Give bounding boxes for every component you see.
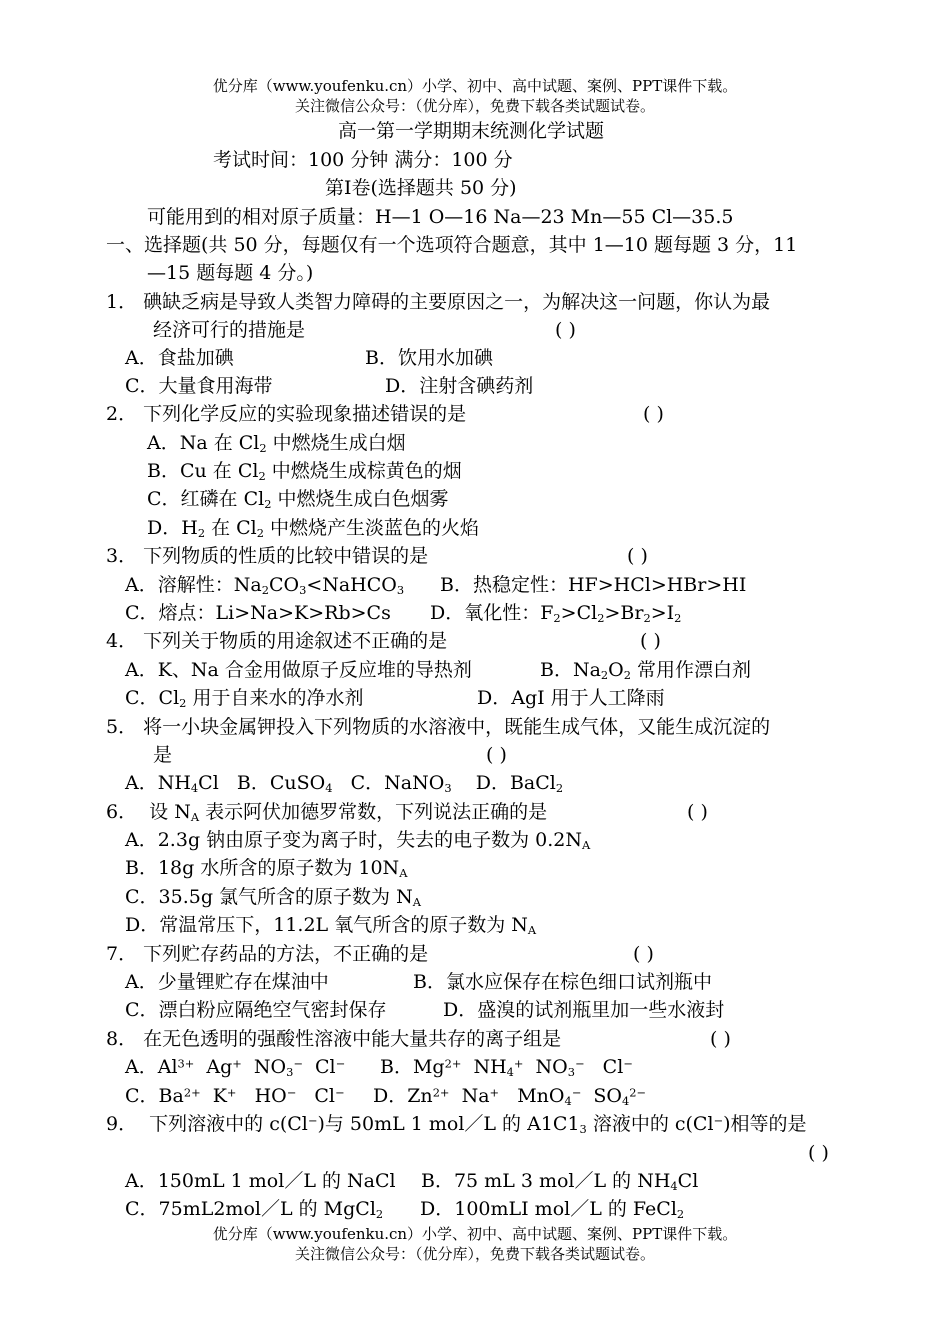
q7-answer-bracket: ( ) [633, 943, 654, 965]
q7-option-b: B．氯水应保存在棕色细口试剂瓶中 [413, 971, 712, 993]
q1-option-b: B．饮用水加碘 [365, 347, 493, 369]
q9-answer-bracket: ( ) [808, 1142, 829, 1164]
q9-option-b: B．75 mL 3 mol／L 的 $NH_4Cl$ [421, 1170, 699, 1193]
q2-option-c: C．红磷在 $Cl_2$ 中燃烧生成白色烟雾 [147, 488, 449, 511]
q3-option-a: A．溶解性：$Na_2CO_3<NaHCO_3$ [125, 574, 405, 597]
q5-answer-bracket: ( ) [486, 744, 507, 766]
q2-option-d: D．$H_2$ 在 $Cl_2$ 中燃烧产生淡蓝色的火焰 [147, 517, 480, 540]
q5-stem: 5． 将一小块金属钾投入下列物质的水溶液中，既能生成气体，又能生成沉淀的 [106, 716, 771, 738]
q8-answer-bracket: ( ) [710, 1028, 731, 1050]
q8-option-b: B．$Mg^{2+}$ $NH_4^+$ $NO_3^-$ Cl− [380, 1056, 633, 1079]
q1-option-c: C．大量食用海带 [125, 375, 273, 397]
q8-stem: 8． 在无色透明的强酸性溶液中能大量共存的离子组是 [106, 1028, 562, 1050]
q6-option-d: D．常温常压下，11.2L 氧气所含的原子数为 $N_A$ [125, 914, 537, 937]
q8-option-a: A．$Al^{3+}$ Ag+ $NO_3^-$ Cl− [125, 1056, 346, 1079]
q3-option-b: B．热稳定性：HF>HCl>HBr>HI [440, 574, 747, 596]
footer-line-2: 关注微信公众号：（优分库），免费下载各类试题试卷。 [294, 1245, 655, 1263]
q3-answer-bracket: ( ) [627, 545, 648, 567]
q9-option-a: A．150mL 1 mol／L 的 NaCl [125, 1170, 396, 1192]
q8-option-d: D．$Zn^{2+}$ Na+ MnO$_4$− $SO_4^{2-}$ [373, 1085, 646, 1108]
q6-option-c: C．35.5g 氯气所含的原子数为 $N_A$ [125, 886, 421, 909]
exam-title: 高一第一学期期末统测化学试题 [338, 120, 605, 142]
q5-stem-cont: 是 [153, 744, 173, 766]
q7-stem: 7． 下列贮存药品的方法，不正确的是 [106, 943, 429, 965]
q3-option-d: D．氧化性：$F_2>Cl_2>Br_2>I_2$ [430, 602, 682, 625]
q4-option-b: B．$Na_2O_2$ 常用作漂白剂 [540, 659, 752, 682]
atomic-masses: 可能用到的相对原子质量：H—1 O—16 Na—23 Mn—55 Cl—35.5 [147, 206, 734, 228]
q4-stem: 4． 下列关于物质的用途叙述不正确的是 [106, 630, 448, 652]
q8-option-c: C．$Ba^{2+}$ K+ HO− Cl− [125, 1085, 345, 1107]
q4-option-a: A．K、Na 合金用做原子反应堆的导热剂 [125, 659, 472, 681]
q1-option-a: A．食盐加碘 [125, 347, 234, 369]
q7-option-c: C．漂白粉应隔绝空气密封保存 [125, 999, 387, 1021]
q2-option-a: A．Na 在 $Cl_2$ 中燃烧生成白烟 [147, 432, 406, 455]
q1-option-d: D．注射含碘药剂 [385, 375, 534, 397]
footer-line-1: 优分库（www.youfenku.cn）小学、初中、高中试题、案例、PPT课件下载。 [212, 1225, 738, 1243]
header-line-1: 优分库（www.youfenku.cn）小学、初中、高中试题、案例、PPT课件下载。 [212, 77, 738, 95]
q2-answer-bracket: ( ) [643, 403, 664, 425]
q9-stem: 9． 下列溶液中的 c(Cl−)与 50mL 1 mol／L 的 $A1C1_3$ 溶液中的 c(Cl−)相等的是 [106, 1113, 807, 1136]
q2-stem: 2． 下列化学反应的实验现象描述错误的是 [106, 403, 467, 425]
exam-time-info: 考试时间：100 分钟 满分：100 分 [213, 149, 513, 171]
q2-option-b: B．Cu 在 $Cl_2$ 中燃烧生成棕黄色的烟 [147, 460, 462, 483]
q3-option-c: C．熔点：Li>Na>K>Rb>Cs [125, 602, 391, 624]
q7-option-d: D．盛溴的试剂瓶里加一些水液封 [443, 999, 725, 1021]
q4-option-c: C．$Cl_2$ 用于自来水的净水剂 [125, 687, 364, 710]
q1-answer-bracket: ( ) [555, 319, 576, 341]
q6-option-a: A．2.3g 钠由原子变为离子时，失去的电子数为 $0.2N_A$ [125, 829, 591, 852]
q9-option-c: C．75mL2mol／L 的 MgCl$_2$ [125, 1198, 384, 1221]
section-heading-1: 一、选择题(共 50 分，每题仅有一个选项符合题意，其中 1—10 题每题 3 分，11 [106, 234, 798, 256]
q3-stem: 3． 下列物质的性质的比较中错误的是 [106, 545, 429, 567]
q6-stem: 6． 设 $N_A$ 表示阿伏加德罗常数，下列说法正确的是 [106, 801, 548, 824]
q1-stem-cont: 经济可行的措施是 [153, 319, 306, 341]
q6-option-b: B．18g 水所含的原子数为 $10N_A$ [125, 857, 408, 880]
volume-title: 第Ⅰ卷(选择题共 50 分) [325, 177, 517, 199]
q5-options: A．$NH_4Cl$ B．CuSO$_4$ C．NaNO$_3$ D．BaCl$_2$ [125, 772, 564, 795]
q4-answer-bracket: ( ) [640, 630, 661, 652]
q7-option-a: A．少量锂贮存在煤油中 [125, 971, 329, 993]
q6-answer-bracket: ( ) [687, 801, 708, 823]
q1-stem: 1． 碘缺乏病是导致人类智力障碍的主要原因之一，为解决这一问题，你认为最 [106, 291, 771, 313]
header-line-2: 关注微信公众号：（优分库），免费下载各类试题试卷。 [294, 97, 655, 115]
q4-option-d: D．AgI 用于人工降雨 [477, 687, 665, 709]
q9-option-d: D．100mLI mol／L 的 FeCl$_2$ [420, 1198, 685, 1221]
section-heading-2: —15 题每题 4 分。) [147, 262, 314, 284]
